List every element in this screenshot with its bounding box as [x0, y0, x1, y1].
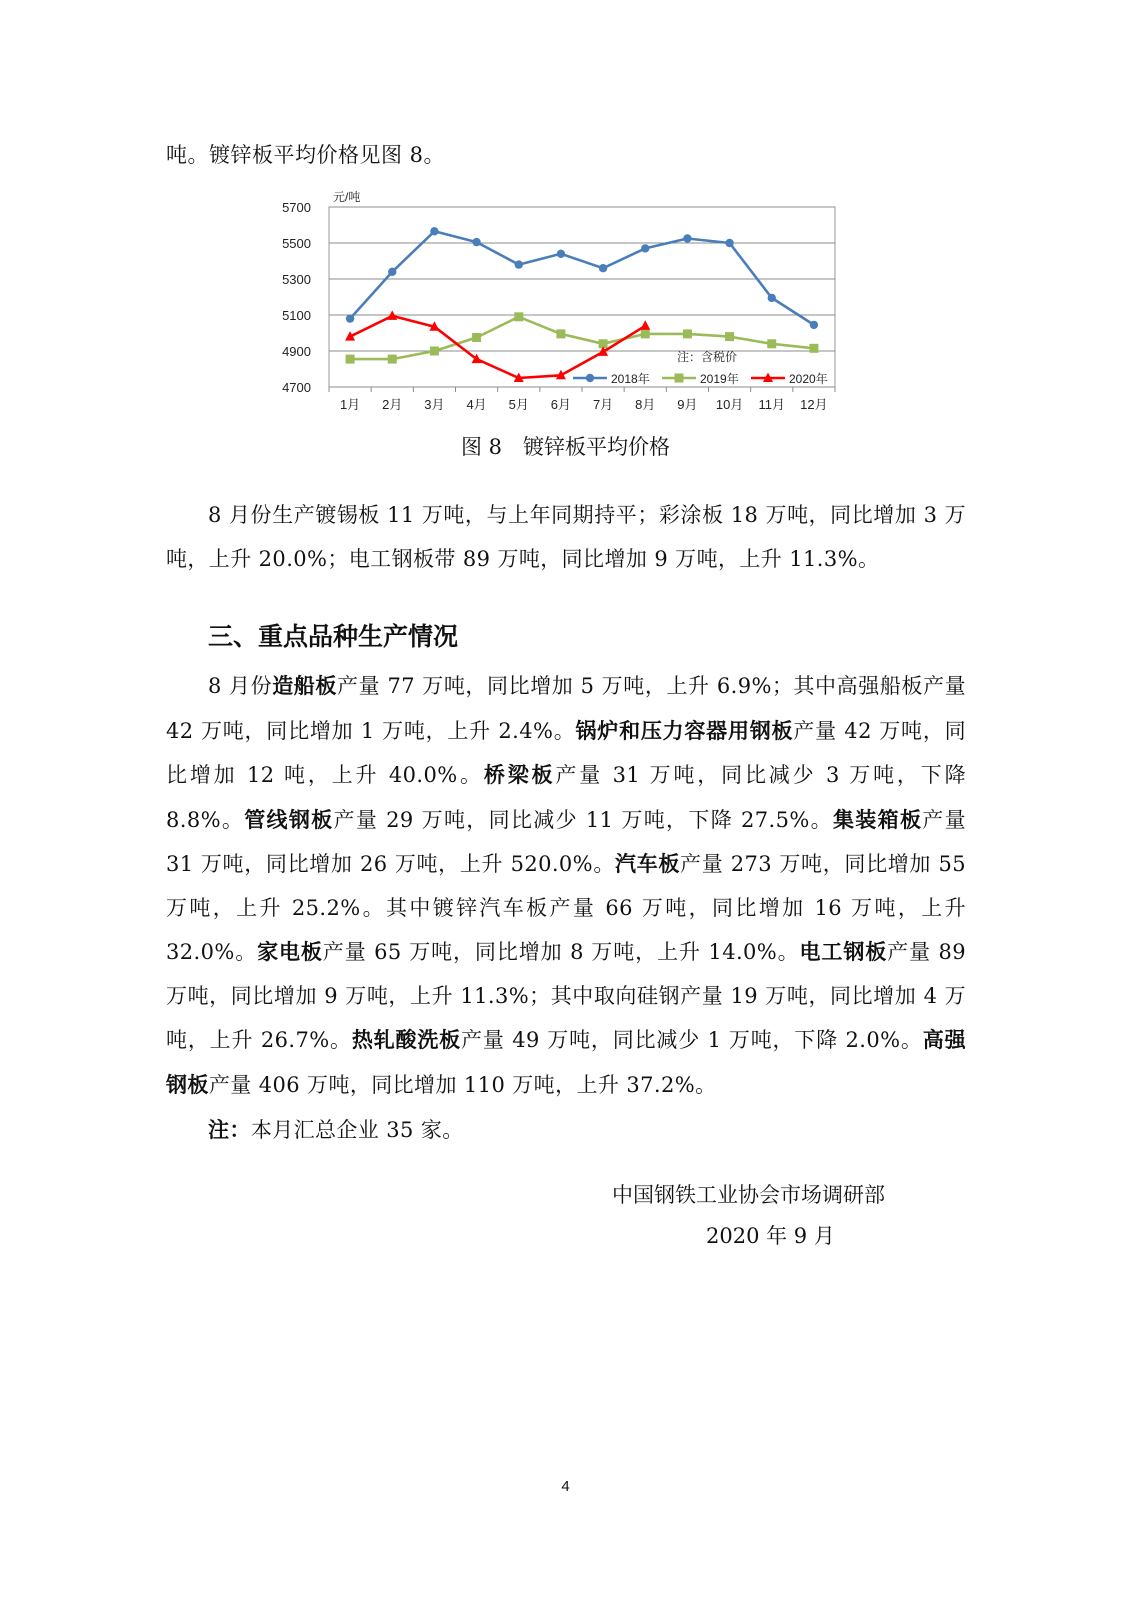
data-point: [725, 239, 733, 247]
text-run: 8 月份: [208, 674, 273, 698]
data-point: [586, 374, 594, 382]
data-point: [515, 260, 523, 268]
data-point: [430, 227, 438, 235]
y-axis-label: 元/吨: [333, 190, 361, 204]
data-point: [767, 339, 776, 348]
text-run: 产量 77 万吨，同比增加 5 万吨，上升 6.9%；其中高强船板产量 42 万吨，同比增加 1 万吨，上升 2.4%。: [166, 674, 966, 743]
data-point: [768, 294, 776, 302]
data-point: [641, 244, 649, 252]
text-run: 产量 31 万吨，同比减少 3 万吨，下降 8.8%。: [166, 763, 966, 832]
y-tick-label: 5500: [282, 236, 311, 251]
series-2019年: [346, 312, 819, 363]
bold-term: 造船板: [272, 673, 337, 698]
legend-label: 2020年: [789, 372, 828, 386]
bold-term: 热轧酸洗板: [351, 1027, 462, 1052]
x-tick-label: 11月: [758, 397, 785, 412]
page-number: 4: [561, 1478, 570, 1495]
data-point: [725, 332, 734, 341]
legend-label: 2019年: [700, 372, 739, 386]
plot-border: [329, 207, 835, 387]
data-point: [641, 329, 650, 338]
data-point: [514, 312, 523, 321]
series-2018年: [346, 227, 818, 329]
bold-term: 汽车板: [615, 851, 681, 876]
data-point: [683, 234, 691, 242]
text-run: 产量 406 万吨，同比增加 110 万吨，上升 37.2%。: [208, 1072, 717, 1097]
y-tick-label: 5100: [282, 308, 311, 323]
figure-caption: 图 8 镀锌板平均价格: [460, 435, 671, 459]
data-point: [472, 333, 481, 342]
bold-term: 家电板: [257, 939, 323, 964]
data-point: [388, 355, 397, 364]
chart-legend: [573, 350, 828, 386]
x-tick-label: 12月: [800, 397, 828, 412]
legend-label: 2018年: [611, 372, 650, 386]
bold-term: 高强钢板: [166, 1027, 967, 1097]
bold-term: 桥梁板: [483, 762, 556, 787]
section-heading: 三、重点品种生产情况: [208, 622, 459, 651]
x-tick-label: 1月: [339, 397, 361, 412]
x-tick-label: 3月: [424, 397, 445, 412]
data-point: [556, 329, 565, 338]
text-run: 产量 42 万吨，同比增加 12 吨，上升 40.0%。: [166, 718, 967, 787]
text-run: 产量 49 万吨，同比减少 1 万吨，下降 2.0%。: [461, 1028, 923, 1052]
note-paragraph: [166, 1108, 966, 1153]
signature-date: 2020 年 9 月: [706, 1224, 835, 1248]
text-run: 产量 89 万吨，同比增加 9 万吨，上升 11.3%；其中取向硅钢产量 19 万吨，同比增加 4 万吨，上升 26.7%。: [166, 940, 966, 1052]
text-run: 产量 273 万吨，同比增加 55 万吨，上升 25.2%。其中镀锌汽车板产量 66 万吨，同比增加 16 万吨，上升 32.0%。: [166, 852, 966, 964]
data-point: [472, 238, 480, 246]
x-tick-label: 5月: [508, 397, 529, 412]
x-tick-label: 9月: [677, 397, 698, 412]
data-point: [599, 264, 607, 272]
text-run: 8 月份生产镀锡板 11 万吨，与上年同期持平；彩涂板 18 万吨，同比增加 3 万吨，上升 20.0%；电工钢板带 89 万吨，同比增加 9 万吨，上升 11.3%。: [166, 503, 966, 571]
x-tick-label: 8月: [635, 397, 656, 412]
data-point: [810, 321, 818, 329]
bold-term: 集装箱板: [832, 806, 923, 832]
data-point: [675, 374, 684, 383]
note-label: 注：: [208, 1117, 251, 1142]
bold-term: 管线钢板: [244, 806, 334, 832]
y-tick-label: 5300: [282, 272, 311, 287]
data-point: [430, 347, 439, 356]
chart-series: [345, 227, 818, 382]
data-point: [346, 314, 354, 322]
data-point: [809, 344, 818, 353]
galvanized-price-chart: [255, 180, 855, 425]
text-run: 产量 29 万吨，同比减少 11 万吨，下降 27.5%。: [333, 807, 833, 832]
y-tick-label: 5700: [282, 200, 311, 215]
data-point: [683, 329, 692, 338]
intro-line: 吨。镀锌板平均价格见图 8。: [166, 143, 446, 167]
signature-org: 中国钢铁工业协会市场调研部: [612, 1183, 885, 1207]
x-tick-label: 6月: [550, 397, 572, 412]
x-tick-label: 10月: [715, 397, 744, 412]
series-line: [350, 231, 814, 325]
data-point: [388, 268, 396, 276]
chart-grid: [329, 207, 835, 387]
bold-term: 锅炉和压力容器用钢板: [575, 717, 794, 743]
paragraph-coated-products: [166, 494, 966, 581]
y-tick-label: 4700: [282, 380, 311, 395]
y-tick-label: 4900: [282, 344, 311, 359]
note-text: 本月汇总企业 35 家。: [250, 1118, 464, 1142]
data-point: [346, 355, 355, 364]
x-tick-label: 4月: [466, 397, 487, 412]
x-tick-label: 2月: [382, 397, 403, 412]
data-point: [557, 250, 565, 258]
text-run: 产量 31 万吨，同比增加 26 万吨，上升 520.0%。: [166, 807, 967, 876]
text-run: 产量 65 万吨，同比增加 8 万吨，上升 14.0%。: [322, 940, 800, 964]
paragraph-key-products: [166, 664, 966, 1107]
bold-term: 电工钢板: [799, 939, 888, 964]
x-tick-label: 7月: [592, 397, 614, 412]
data-point: [640, 320, 650, 330]
chart-note: 注：含税价: [677, 350, 738, 364]
